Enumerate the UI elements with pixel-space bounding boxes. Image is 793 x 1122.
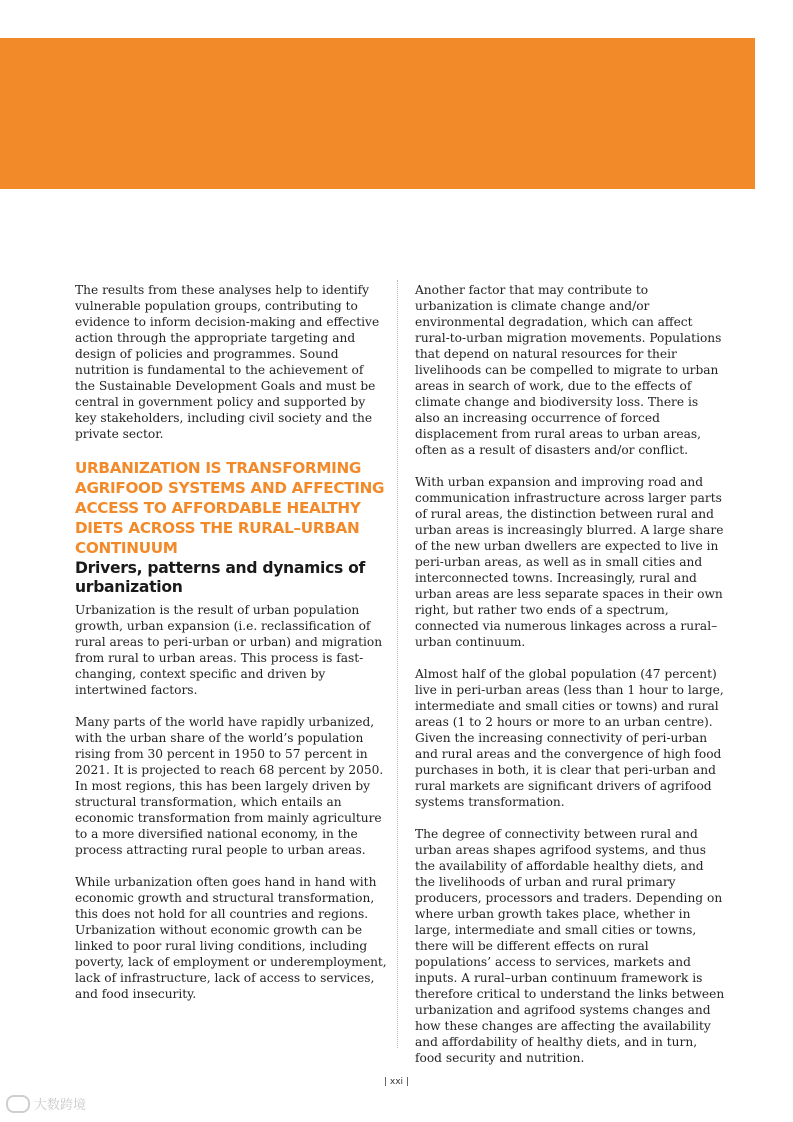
paragraph: Urbanization is the result of urban population growth, urban expansion (i.e. reclassification of rural areas to peri-urban or urban) and migration from rural to urban areas. This process is fast-changing, context specific and driven by intertwined factors. [75, 603, 383, 697]
paragraph: Almost half of the global population (47 percent) live in peri-urban areas (less than 1 hour to large, intermediate and small cities or towns) and rural areas (1 to 2 hours or more to an urban centre). Given the increasing connectivity of peri-urban and rural areas and the convergence of high food purchases in both, it is clear that peri-urban and rural markets are significant drivers of agrifood systems transformation. [415, 667, 724, 809]
paragraph: Another factor that may contribute to urbanization is climate change and/or environmental degradation, which can affect rural-to-urban migration movements. Populations that depend on natural resources for their livelihoods can be compelled to migrate to urban areas in search of work, due to the effects of climate change and biodiversity loss. There is also an increasing occurrence of forced displacement from rural areas to urban areas, often as a result of disasters and/or conflict. [415, 283, 722, 457]
watermark [6, 1094, 86, 1113]
sub-title: Drivers, patterns and dynamics of urbanization [75, 559, 366, 596]
paragraph: With urban expansion and improving road and communication infrastructure across larger parts of rural areas, the distinction between rural and urban areas is increasingly blurred. A large share of the new urban dwellers are expected to live in peri-urban areas, as well as in small cities and interconnected towns. Increasingly, rural and urban areas are less separate spaces in their own right, but rather two ends of a spectrum, connected via numerous linkages across a rural–urban continuum. [415, 475, 724, 649]
watermark-text: 大数跨境 [34, 1098, 87, 1113]
paragraph: While urbanization often goes hand in hand with economic growth and structural transformation, this does not hold for all countries and regions. Urbanization without economic growth can be linked to poor rural living conditions, including poverty, lack of employment or underemployment, lack of infrastructure, lack of access to services, and food insecurity. [75, 875, 387, 1001]
paragraph: Many parts of the world have rapidly urbanized, with the urban share of the world’s population rising from 30 percent in 1950 to 57 percent in 2021. It is projected to reach 68 percent by 2050. In most regions, this has been largely driven by structural transformation, which entails an economic transformation from mainly agriculture to a more diversified national economy, in the process attracting rural people to urban areas. [75, 715, 384, 857]
column-divider [397, 280, 398, 1048]
paragraph: The degree of connectivity between rural and urban areas shapes agrifood systems, and thus the availability of affordable healthy diets, and the livelihoods of urban and rural primary producers, processors and traders. Depending on where urban growth takes place, whether in large, intermediate and small cities or towns, there will be different effects on rural populations’ access to services, markets and inputs. A rural–urban continuum framework is therefore critical to understand the links between urbanization and agrifood systems changes and how these changes are affecting the availability and affordability of healthy diets, and in turn, food security and nutrition. [415, 827, 725, 1065]
right-column [415, 282, 725, 1082]
section-title: URBANIZATION IS TRANSFORMING AGRIFOOD SYSTEMS AND AFFECTING ACCESS TO AFFORDABLE HEALTHY DIETS ACROSS THE RURAL–URBAN CONTINUUM [75, 459, 385, 557]
left-column [75, 282, 387, 1018]
watermark-logo-icon [6, 1095, 30, 1113]
header-band [0, 38, 755, 189]
paragraph: The results from these analyses help to identify vulnerable population groups, contributing to evidence to inform decision-making and effective action through the appropriate targeting and design of policies and programmes. Sound nutrition is fundamental to the achievement of the Sustainable Development Goals and must be central in government policy and supported by key stakeholders, including civil society and the private sector. [75, 283, 380, 441]
page-number: | xxi | [384, 1077, 409, 1087]
